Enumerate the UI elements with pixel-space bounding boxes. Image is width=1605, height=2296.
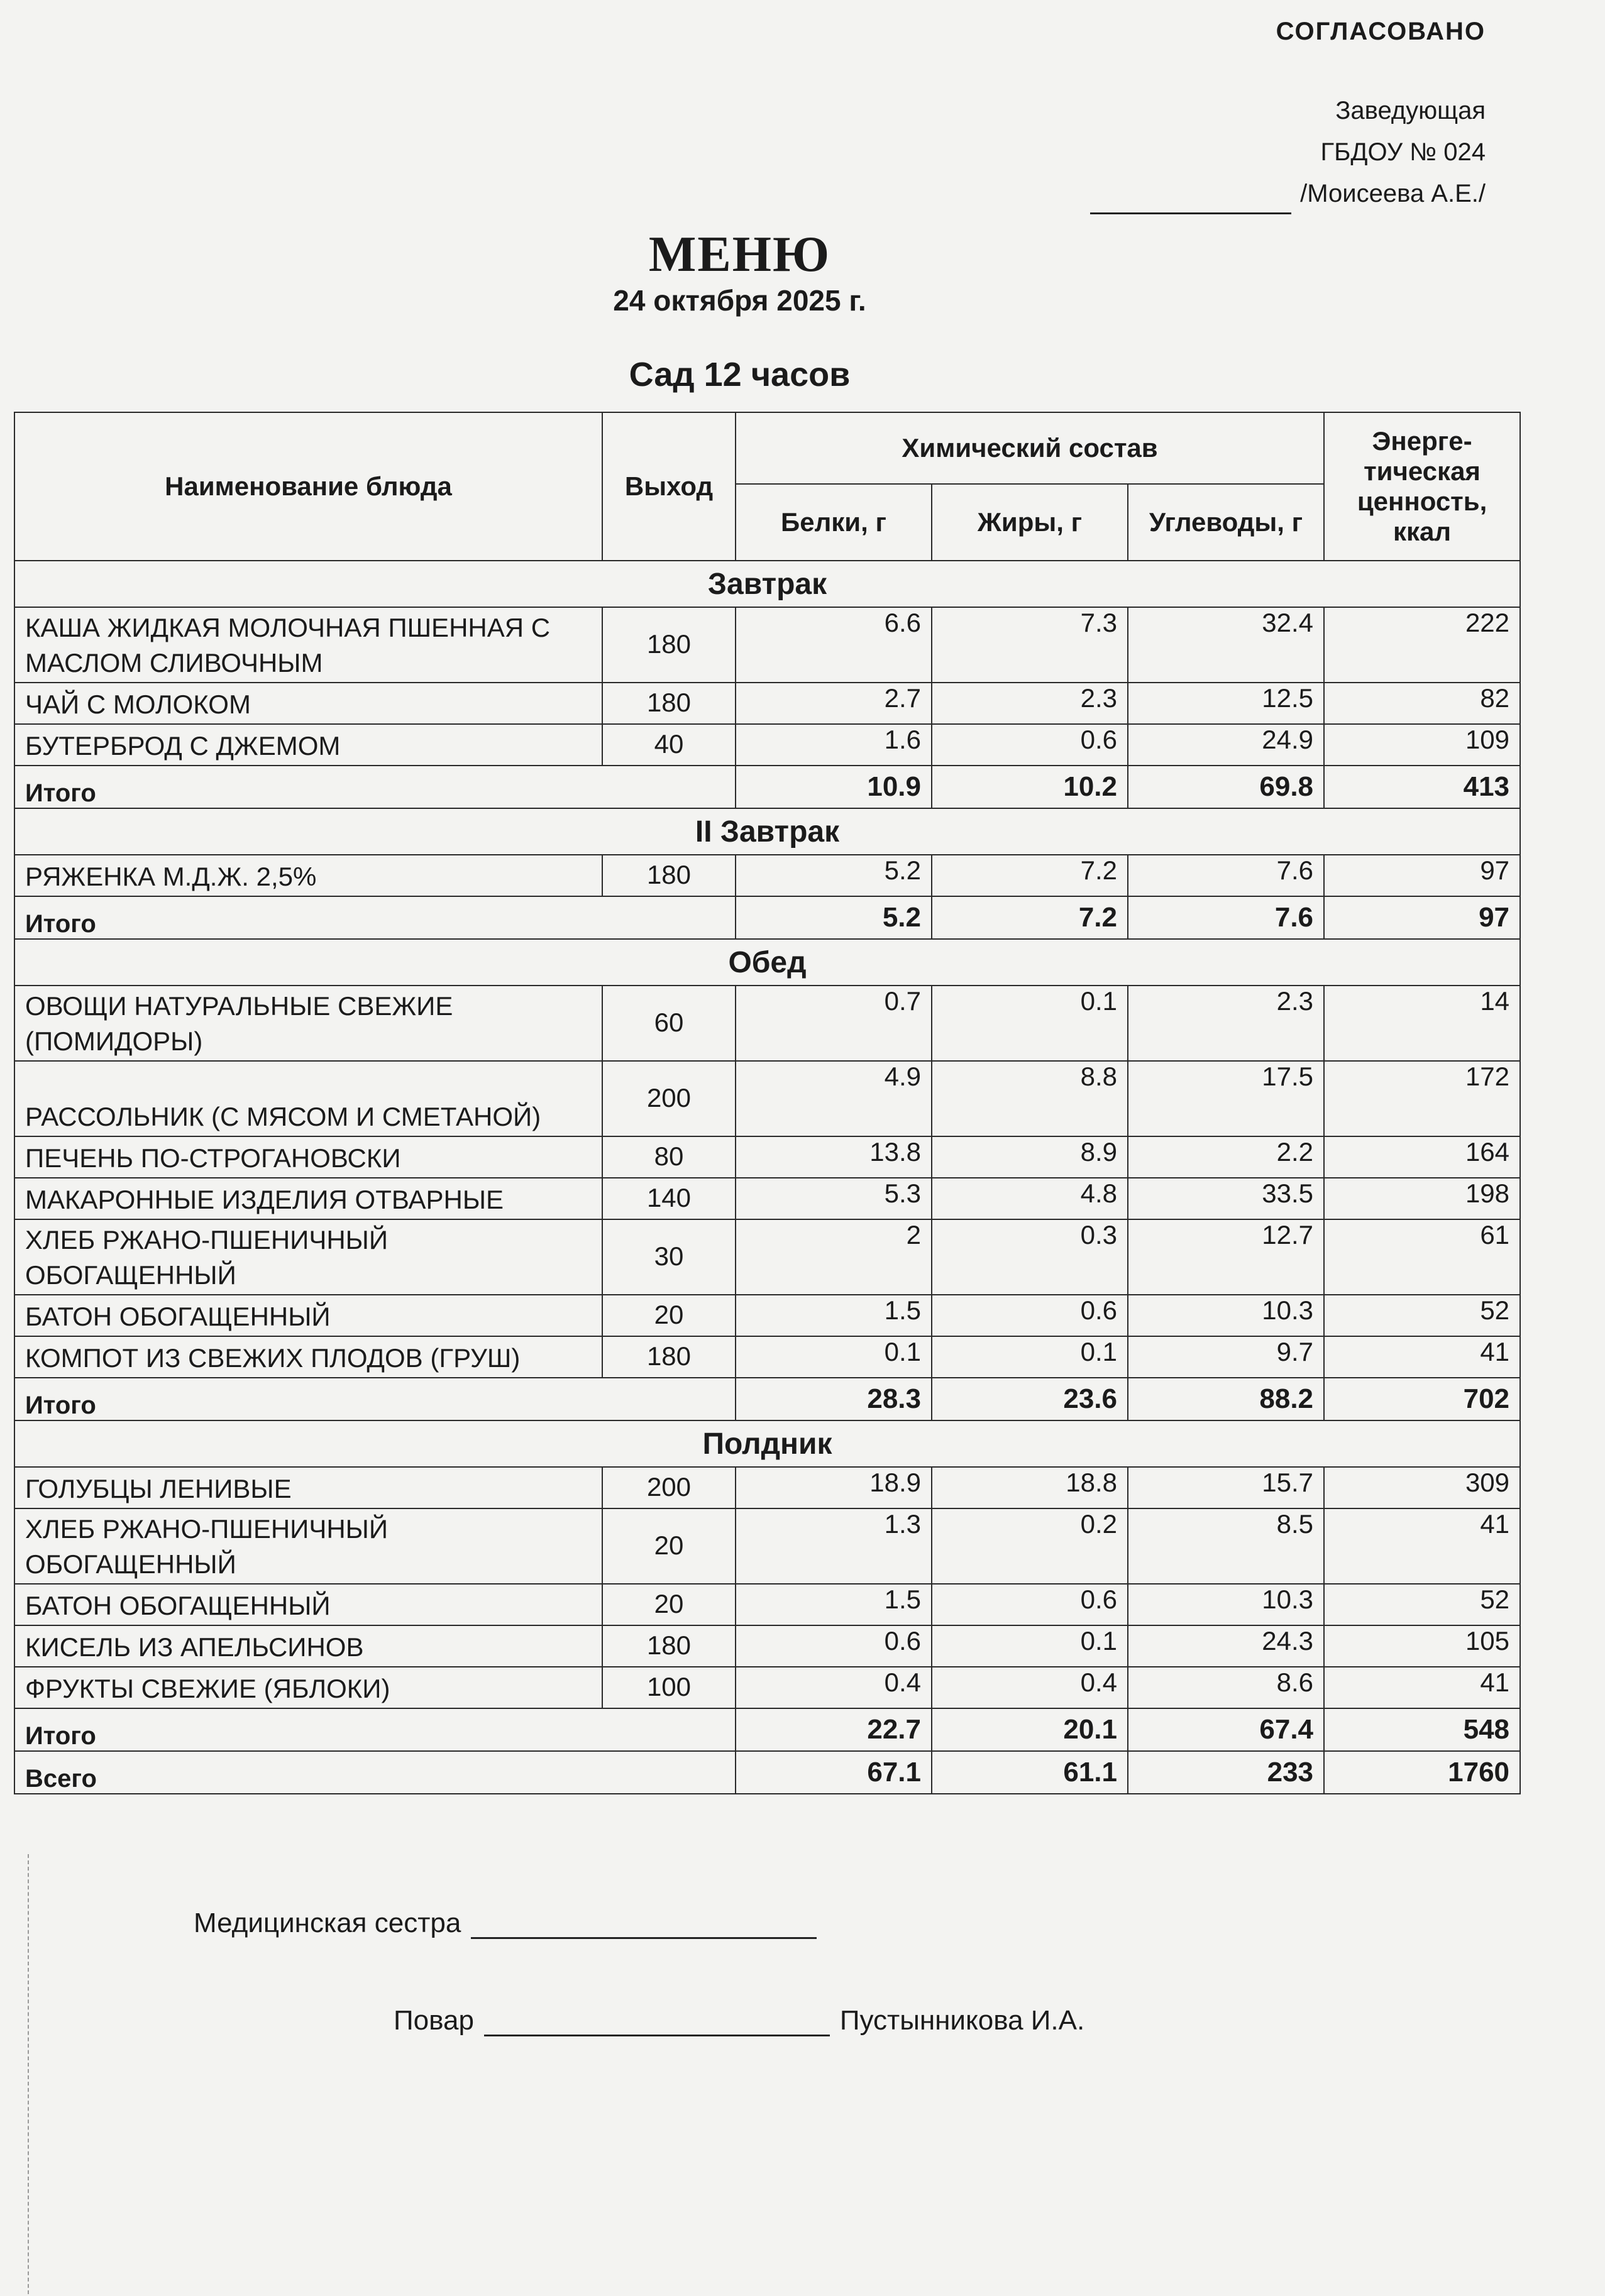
table-row [14, 1584, 1520, 1625]
table-row [14, 1136, 1520, 1178]
total-fats: 10.2 [932, 766, 1128, 808]
nurse-signature [194, 1908, 817, 1939]
table-row [14, 607, 1520, 683]
dish-output: 200 [602, 1061, 736, 1136]
dish-fats: 18.8 [932, 1467, 1128, 1508]
dish-proteins: 0.6 [736, 1625, 932, 1667]
dish-name: ФРУКТЫ СВЕЖИЕ (ЯБЛОКИ) [14, 1667, 602, 1708]
table-row [14, 1061, 1520, 1136]
total-carbs: 67.4 [1128, 1708, 1324, 1751]
dish-carbs: 8.5 [1128, 1508, 1324, 1584]
dish-proteins: 6.6 [736, 607, 932, 683]
approver-signature-row [1090, 173, 1486, 214]
dish-output: 180 [602, 1625, 736, 1667]
dish-proteins: 0.7 [736, 986, 932, 1061]
section-title: Полдник [14, 1420, 1520, 1467]
dish-energy: 82 [1324, 683, 1520, 724]
dish-carbs: 2.3 [1128, 986, 1324, 1061]
total-proteins: 22.7 [736, 1708, 932, 1751]
grand-total-row [14, 1751, 1520, 1794]
section-row [14, 808, 1520, 855]
dish-name: ХЛЕБ РЖАНО-ПШЕНИЧНЫЙ ОБОГАЩЕННЫЙ [14, 1219, 602, 1295]
table-row [14, 1625, 1520, 1667]
dish-energy: 41 [1324, 1508, 1520, 1584]
dish-carbs: 8.6 [1128, 1667, 1324, 1708]
dish-output: 40 [602, 724, 736, 766]
dish-energy: 14 [1324, 986, 1520, 1061]
dish-carbs: 33.5 [1128, 1178, 1324, 1219]
dish-fats: 0.6 [932, 1295, 1128, 1336]
approver-position: Заведующая [1335, 97, 1486, 124]
dish-proteins: 5.2 [736, 855, 932, 896]
nurse-label: Медицинская сестра [194, 1908, 461, 1938]
dish-output: 20 [602, 1508, 736, 1584]
total-row [14, 1378, 1520, 1420]
table-row [14, 1667, 1520, 1708]
dish-carbs: 10.3 [1128, 1584, 1324, 1625]
dish-carbs: 15.7 [1128, 1467, 1324, 1508]
total-row [14, 766, 1520, 808]
dish-output: 30 [602, 1219, 736, 1295]
dish-proteins: 4.9 [736, 1061, 932, 1136]
dish-fats: 2.3 [932, 683, 1128, 724]
dish-energy: 52 [1324, 1295, 1520, 1336]
dish-fats: 0.1 [932, 986, 1128, 1061]
binding-margin-line [28, 1854, 29, 2294]
dish-carbs: 7.6 [1128, 855, 1324, 896]
cook-label: Повар [394, 2005, 474, 2036]
col-header-carbs: Углеводы, г [1128, 484, 1324, 561]
dish-carbs: 24.3 [1128, 1625, 1324, 1667]
dish-energy: 172 [1324, 1061, 1520, 1136]
dish-carbs: 32.4 [1128, 607, 1324, 683]
table-row [14, 1219, 1520, 1295]
total-fats: 23.6 [932, 1378, 1128, 1420]
section-row [14, 1420, 1520, 1467]
page-title: МЕНЮ [648, 227, 831, 282]
approver-signature-line [1090, 185, 1291, 214]
grand-total-carbs: 233 [1128, 1751, 1324, 1794]
dish-name: ОВОЩИ НАТУРАЛЬНЫЕ СВЕЖИЕ (ПОМИДОРЫ) [14, 986, 602, 1061]
total-carbs: 69.8 [1128, 766, 1324, 808]
total-carbs: 7.6 [1128, 896, 1324, 939]
dish-name: ГОЛУБЦЫ ЛЕНИВЫЕ [14, 1467, 602, 1508]
dish-fats: 0.6 [932, 724, 1128, 766]
dish-proteins: 0.1 [736, 1336, 932, 1378]
dish-fats: 0.1 [932, 1625, 1128, 1667]
dish-energy: 61 [1324, 1219, 1520, 1295]
col-header-proteins: Белки, г [736, 484, 932, 561]
dish-output: 180 [602, 683, 736, 724]
table-row [14, 1467, 1520, 1508]
dish-energy: 164 [1324, 1136, 1520, 1178]
dish-name: КАША ЖИДКАЯ МОЛОЧНАЯ ПШЕННАЯ С МАСЛОМ СЛИВОЧНЫМ [14, 607, 602, 683]
dish-output: 180 [602, 855, 736, 896]
dish-output: 60 [602, 986, 736, 1061]
menu-subtitle: Сад 12 часов [629, 356, 851, 393]
table-row [14, 1336, 1520, 1378]
table-row [14, 855, 1520, 896]
dish-fats: 8.8 [932, 1061, 1128, 1136]
dish-energy: 97 [1324, 855, 1520, 896]
cook-signature-line [484, 2009, 830, 2036]
total-fats: 7.2 [932, 896, 1128, 939]
dish-fats: 7.3 [932, 607, 1128, 683]
dish-proteins: 13.8 [736, 1136, 932, 1178]
total-label: Итого [14, 1708, 736, 1751]
total-energy: 413 [1324, 766, 1520, 808]
dish-name: БУТЕРБРОД С ДЖЕМОМ [14, 724, 602, 766]
dish-proteins: 2.7 [736, 683, 932, 724]
table-row [14, 1295, 1520, 1336]
dish-energy: 198 [1324, 1178, 1520, 1219]
dish-proteins: 18.9 [736, 1467, 932, 1508]
dish-fats: 4.8 [932, 1178, 1128, 1219]
dish-energy: 41 [1324, 1667, 1520, 1708]
section-title: Обед [14, 939, 1520, 986]
total-proteins: 10.9 [736, 766, 932, 808]
dish-output: 180 [602, 1336, 736, 1378]
dish-proteins: 2 [736, 1219, 932, 1295]
section-row [14, 561, 1520, 607]
dish-name: РЯЖЕНКА М.Д.Ж. 2,5% [14, 855, 602, 896]
dish-proteins: 0.4 [736, 1667, 932, 1708]
section-title: Завтрак [14, 561, 1520, 607]
grand-total-proteins: 67.1 [736, 1751, 932, 1794]
dish-proteins: 1.5 [736, 1584, 932, 1625]
table-row [14, 1178, 1520, 1219]
table-row [14, 724, 1520, 766]
dish-energy: 52 [1324, 1584, 1520, 1625]
dish-carbs: 12.7 [1128, 1219, 1324, 1295]
col-header-output: Выход [602, 412, 736, 561]
table-row [14, 986, 1520, 1061]
dish-carbs: 10.3 [1128, 1295, 1324, 1336]
dish-energy: 105 [1324, 1625, 1520, 1667]
dish-carbs: 24.9 [1128, 724, 1324, 766]
dish-carbs: 2.2 [1128, 1136, 1324, 1178]
dish-fats: 0.6 [932, 1584, 1128, 1625]
total-row [14, 1708, 1520, 1751]
grand-total-fats: 61.1 [932, 1751, 1128, 1794]
dish-output: 20 [602, 1584, 736, 1625]
menu-date: 24 октября 2025 г. [613, 284, 866, 317]
dish-output: 180 [602, 607, 736, 683]
menu-table-body [14, 561, 1520, 1794]
total-energy: 548 [1324, 1708, 1520, 1751]
dish-fats: 0.1 [932, 1336, 1128, 1378]
dish-fats: 0.2 [932, 1508, 1128, 1584]
table-row [14, 1508, 1520, 1584]
col-header-energy: Энерге-тическая ценность, ккал [1324, 412, 1520, 561]
dish-fats: 0.3 [932, 1219, 1128, 1295]
dish-fats: 0.4 [932, 1667, 1128, 1708]
dish-output: 100 [602, 1667, 736, 1708]
dish-proteins: 1.5 [736, 1295, 932, 1336]
total-fats: 20.1 [932, 1708, 1128, 1751]
dish-name: БАТОН ОБОГАЩЕННЫЙ [14, 1584, 602, 1625]
approval-stamp: СОГЛАСОВАНО [1276, 18, 1486, 45]
total-label: Итого [14, 766, 736, 808]
cook-name: Пустынникова И.А. [839, 2005, 1085, 2036]
dish-name: МАКАРОННЫЕ ИЗДЕЛИЯ ОТВАРНЫЕ [14, 1178, 602, 1219]
total-carbs: 88.2 [1128, 1378, 1324, 1420]
dish-output: 20 [602, 1295, 736, 1336]
dish-name: РАССОЛЬНИК (С МЯСОМ И СМЕТАНОЙ) [14, 1061, 602, 1136]
dish-energy: 309 [1324, 1467, 1520, 1508]
approval-block [1090, 18, 1486, 214]
nurse-signature-line [471, 1912, 817, 1939]
approver-org: ГБДОУ № 024 [1320, 138, 1486, 166]
col-header-fats: Жиры, г [932, 484, 1128, 561]
dish-carbs: 12.5 [1128, 683, 1324, 724]
table-row [14, 683, 1520, 724]
total-label: Итого [14, 1378, 736, 1420]
dish-name: ХЛЕБ РЖАНО-ПШЕНИЧНЫЙ ОБОГАЩЕННЫЙ [14, 1508, 602, 1584]
grand-total-energy: 1760 [1324, 1751, 1520, 1794]
approver-name: /Моисеева А.Е./ [1300, 180, 1486, 207]
dish-name: КИСЕЛЬ ИЗ АПЕЛЬСИНОВ [14, 1625, 602, 1667]
total-row [14, 896, 1520, 939]
dish-energy: 222 [1324, 607, 1520, 683]
dish-name: ЧАЙ С МОЛОКОМ [14, 683, 602, 724]
dish-name: КОМПОТ ИЗ СВЕЖИХ ПЛОДОВ (ГРУШ) [14, 1336, 602, 1378]
menu-table [14, 412, 1521, 1794]
dish-carbs: 9.7 [1128, 1336, 1324, 1378]
dish-output: 140 [602, 1178, 736, 1219]
dish-carbs: 17.5 [1128, 1061, 1324, 1136]
total-proteins: 5.2 [736, 896, 932, 939]
col-header-name: Наименование блюда [14, 412, 602, 561]
dish-name: БАТОН ОБОГАЩЕННЫЙ [14, 1295, 602, 1336]
dish-proteins: 1.6 [736, 724, 932, 766]
total-label: Итого [14, 896, 736, 939]
total-energy: 702 [1324, 1378, 1520, 1420]
title-block [0, 226, 1479, 394]
cook-signature [394, 2005, 1084, 2036]
section-row [14, 939, 1520, 986]
total-energy: 97 [1324, 896, 1520, 939]
grand-total-label: Всего [14, 1751, 736, 1794]
total-proteins: 28.3 [736, 1378, 932, 1420]
dish-energy: 109 [1324, 724, 1520, 766]
col-header-chem: Химический состав [736, 412, 1324, 484]
section-title: II Завтрак [14, 808, 1520, 855]
dish-energy: 41 [1324, 1336, 1520, 1378]
dish-output: 80 [602, 1136, 736, 1178]
dish-fats: 7.2 [932, 855, 1128, 896]
dish-name: ПЕЧЕНЬ ПО-СТРОГАНОВСКИ [14, 1136, 602, 1178]
dish-fats: 8.9 [932, 1136, 1128, 1178]
dish-output: 200 [602, 1467, 736, 1508]
dish-proteins: 1.3 [736, 1508, 932, 1584]
dish-proteins: 5.3 [736, 1178, 932, 1219]
